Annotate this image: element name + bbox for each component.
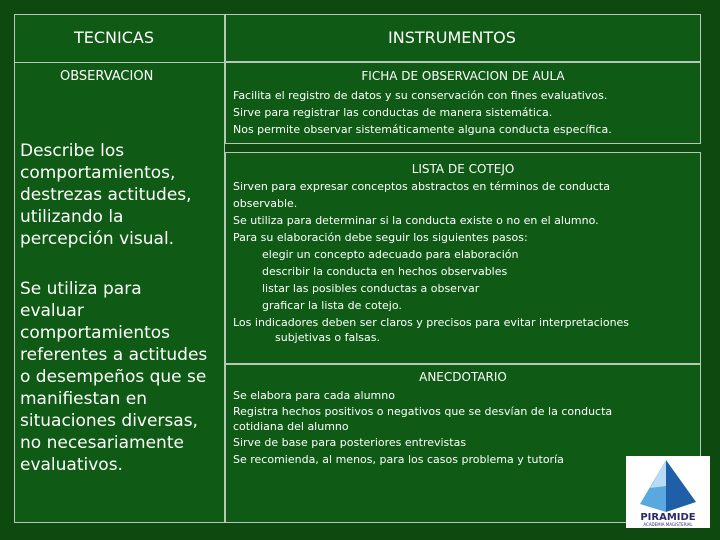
header-tecnicas: TECNICAS xyxy=(74,28,155,47)
text-line: describir la conducta en hechos observables xyxy=(262,265,508,278)
logo-tagline: ACADEMIA MAGISTERIAL xyxy=(643,522,693,527)
lista-body xyxy=(233,178,629,345)
text-line: Se utiliza para determinar si la conducta existe o no en el alumno. xyxy=(233,214,599,227)
header-divider xyxy=(14,62,225,63)
text-line: Facilita el registro de datos y su conservación con fines evaluativos. xyxy=(233,89,608,102)
text-line: Sirve para registrar las conductas de manera sistemática. xyxy=(233,106,553,119)
text-line: Registra hechos positivos o negativos que se desvían de la conducta xyxy=(233,405,613,418)
text-line: situaciones diversas, xyxy=(20,411,198,431)
text-line: destrezas actitudes, xyxy=(20,185,192,205)
piramide-logo xyxy=(626,456,710,528)
text-line: comportamientos xyxy=(20,323,171,343)
left-para-2 xyxy=(20,278,207,476)
header-instrumentos: INSTRUMENTOS xyxy=(388,28,516,47)
text-line: utilizando la xyxy=(20,207,124,227)
text-line: manifiestan en xyxy=(20,389,147,409)
left-para-1 xyxy=(20,140,192,250)
text-line: referentes a actitudes xyxy=(20,345,208,365)
text-line: Los indicadores deben ser claros y precisos para evitar interpretaciones xyxy=(233,316,630,329)
anecdotario-body xyxy=(233,387,612,468)
text-line: evaluativos. xyxy=(20,455,123,475)
text-line: Sirve de base para posteriores entrevistas xyxy=(233,436,467,449)
text-line: o desempeños que se xyxy=(20,367,207,387)
text-line: evaluar xyxy=(20,301,84,321)
text-line: graficar la lista de cotejo. xyxy=(262,299,402,312)
observacion-label: OBSERVACION xyxy=(60,69,154,84)
lista-title: LISTA DE COTEJO xyxy=(411,162,515,176)
text-line: Se recomienda, al menos, para los casos problema y tutoría xyxy=(233,453,564,466)
text-line: cotidiana del alumno xyxy=(233,420,349,433)
text-line: Describe los xyxy=(20,141,125,161)
text-line: Nos permite observar sistemáticamente alguna conducta específica. xyxy=(233,123,612,136)
text-line: Sirven para expresar conceptos abstractos en términos de conducta xyxy=(233,180,610,193)
text-line: percepción visual. xyxy=(20,229,175,249)
text-line: listar las posibles conductas a observar xyxy=(262,282,480,295)
text-line: Se utiliza para xyxy=(20,279,142,299)
ficha-title: FICHA DE OBSERVACION DE AULA xyxy=(361,69,565,83)
anecdotario-title: ANECDOTARIO xyxy=(419,370,507,384)
logo-name: PIRAMIDE xyxy=(640,512,696,523)
text-line: elegir un concepto adecuado para elaboración xyxy=(262,248,519,261)
text-line: comportamientos, xyxy=(20,163,176,183)
ficha-body xyxy=(233,87,612,138)
text-line: no necesariamente xyxy=(20,433,184,453)
text-line: Para su elaboración debe seguir los siguientes pasos: xyxy=(233,231,528,244)
text-line: observable. xyxy=(233,197,298,210)
text-line: subjetivas o falsas. xyxy=(275,331,380,344)
text-line: Se elabora para cada alumno xyxy=(233,389,395,402)
